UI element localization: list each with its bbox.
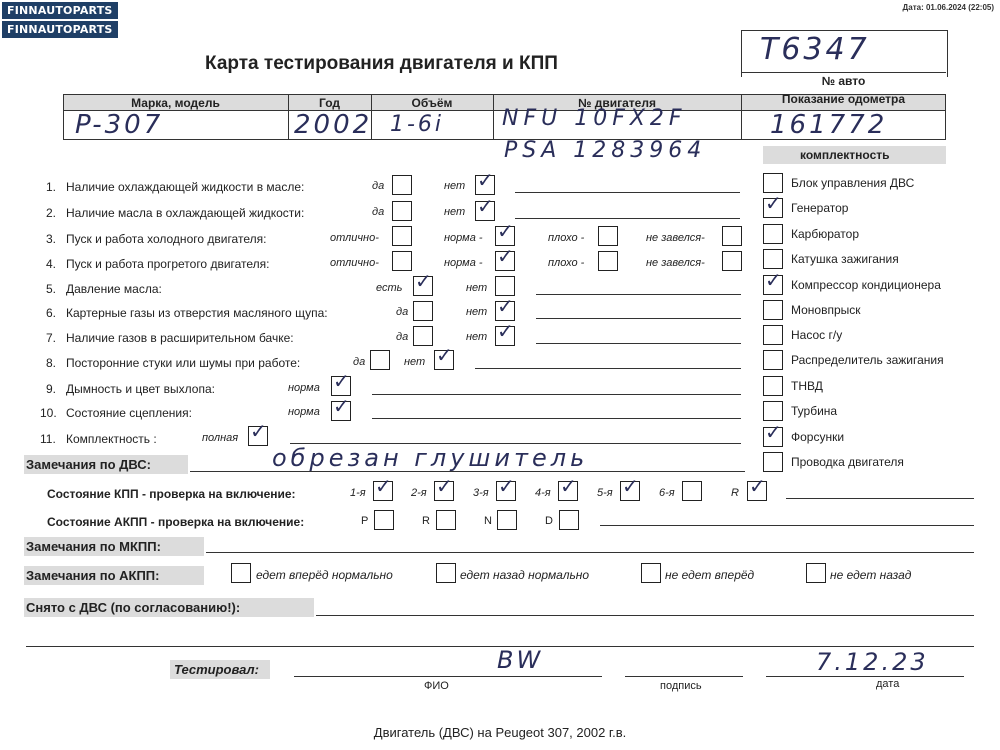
check-mark-icon: ✓ (765, 191, 782, 215)
q8-net-checkbox[interactable] (434, 343, 454, 370)
question-text: Состояние сцепления: (66, 406, 192, 420)
gear-label: 6-я (659, 487, 675, 499)
option-label: плохо - (548, 257, 585, 269)
question-text: Давление масла: (66, 282, 162, 296)
question-text: Наличие газов в расширительном бачке: (66, 331, 294, 345)
removed-label: Снято с ДВС (по согласованию!): (26, 600, 241, 615)
q3-plokho-checkbox[interactable] (598, 226, 618, 246)
kpp-gear-3-checkbox[interactable] (496, 474, 516, 501)
option-label: да (372, 180, 385, 192)
check-mark-icon: ✓ (436, 474, 453, 498)
question-num: 7. (46, 331, 57, 345)
check-mark-icon: ✓ (436, 343, 453, 367)
check-mark-icon: ✓ (477, 194, 494, 218)
remarks-mkpp-label: Замечания по МКПП: (26, 539, 161, 554)
gear-label: N (484, 515, 492, 527)
print-date: Дата: 01.06.2024 (22:05) (902, 3, 994, 12)
option-label: отлично- (330, 257, 379, 269)
completeness-checkbox[interactable] (763, 420, 783, 447)
option-label: нет (466, 331, 488, 343)
akpp-option-label: едет вперёд нормально (256, 568, 393, 582)
completeness-checkbox[interactable] (763, 300, 783, 320)
option-label: да (372, 206, 385, 218)
remarks-akpp-label: Замечания по АКПП: (26, 568, 160, 583)
form-title: Карта тестирования двигателя и КПП (205, 53, 558, 74)
question-num: 3. (46, 232, 57, 246)
kpp-gear-r-checkbox[interactable] (747, 474, 767, 501)
check-mark-icon: ✓ (765, 420, 782, 444)
handwritten-year: 2002 (294, 110, 373, 140)
q4-norma-checkbox[interactable] (495, 244, 515, 271)
completeness-checkbox[interactable] (763, 249, 783, 269)
completeness-checkbox[interactable] (763, 173, 783, 193)
completeness-item-label: Моновпрыск (791, 303, 861, 317)
completeness-checkbox[interactable] (763, 401, 783, 421)
option-label: не завелся- (646, 257, 705, 269)
q7-net-checkbox[interactable] (495, 319, 515, 346)
option-label: есть (376, 282, 403, 294)
watermark-logo: FINNAUTOPARTS (2, 2, 118, 19)
question-text: Комплектность : (66, 432, 157, 446)
handwritten-make-model: P-307 (75, 110, 164, 140)
completeness-item-label: Катушка зажигания (791, 252, 899, 266)
completeness-checkbox[interactable] (763, 325, 783, 345)
question-text: Картерные газы из отверстия масляного щупа: (66, 306, 328, 320)
q4-plokho-checkbox[interactable] (598, 251, 618, 271)
header-volume: Объём (411, 96, 453, 110)
q6-da-checkbox[interactable] (413, 301, 433, 321)
handwritten-engine-no-2: PSA 1283964 (504, 138, 707, 163)
kpp-label: Состояние КПП - проверка на включение: (47, 487, 296, 501)
q5-net-checkbox[interactable] (495, 276, 515, 296)
akpp-gear-n-checkbox[interactable] (497, 510, 517, 530)
header-odometer: Показание одометра (781, 92, 906, 106)
gear-label: R (731, 487, 739, 499)
question-num: 6. (46, 306, 57, 320)
handwritten-volume: 1-6i (390, 112, 445, 137)
kpp-gear-5-checkbox[interactable] (620, 474, 640, 501)
handwritten-remarks-dvs: обрезан глушитель (272, 444, 589, 472)
q3-ne-zavelsya-checkbox[interactable] (722, 226, 742, 246)
q3-otlichno-checkbox[interactable] (392, 226, 412, 246)
completeness-checkbox[interactable] (763, 376, 783, 396)
option-label: норма (288, 406, 320, 418)
q2-da-checkbox[interactable] (392, 201, 412, 221)
completeness-item-label: Компрессор кондиционера (791, 278, 941, 292)
akpp-option-label: едет назад нормально (460, 568, 590, 582)
completeness-item-label: Проводка двигателя (791, 455, 904, 469)
option-label: полная (202, 432, 239, 444)
option-label: плохо - (548, 232, 585, 244)
question-num: 4. (46, 257, 57, 271)
gear-label: 1-я (350, 487, 366, 499)
question-text: Дымность и цвет выхлопа: (66, 382, 215, 396)
option-label: да (396, 306, 409, 318)
completeness-checkbox[interactable] (763, 452, 783, 472)
option-label: норма (288, 382, 320, 394)
image-caption: Двигатель (ДВС) на Peugeot 307, 2002 г.в. (373, 725, 627, 740)
check-mark-icon: ✓ (333, 394, 350, 418)
watermark-logo: FINNAUTOPARTS (2, 21, 118, 38)
akpp-gear-p-checkbox[interactable] (374, 510, 394, 530)
question-num: 11. (40, 432, 56, 446)
handwritten-auto-number: T6347 (760, 32, 870, 67)
check-mark-icon: ✓ (333, 369, 350, 393)
option-label: да (353, 356, 366, 368)
header-year: Год (319, 96, 340, 110)
q4-ne-zavelsya-checkbox[interactable] (722, 251, 742, 271)
kpp-gear-1-checkbox[interactable] (373, 474, 393, 501)
tested-label: Тестировал: (174, 662, 259, 677)
option-label: нет (404, 356, 426, 368)
gear-label: 4-я (535, 487, 551, 499)
gear-label: 3-я (473, 487, 489, 499)
question-text: Наличие масла в охлаждающей жидкости: (66, 206, 305, 220)
completeness-item-label: Карбюратор (791, 227, 860, 241)
check-mark-icon: ✓ (622, 474, 639, 498)
auto-number-label: № авто (821, 74, 866, 88)
akpp-forward-ok-checkbox[interactable] (231, 563, 251, 583)
check-mark-icon: ✓ (497, 219, 514, 243)
question-text: Пуск и работа холодного двигателя: (66, 232, 267, 246)
check-mark-icon: ✓ (415, 269, 432, 293)
check-mark-icon: ✓ (375, 474, 392, 498)
q1-da-checkbox[interactable] (392, 175, 412, 195)
option-label: не завелся- (646, 232, 705, 244)
kpp-gear-2-checkbox[interactable] (434, 474, 454, 501)
akpp-backward-ok-checkbox[interactable] (436, 563, 456, 583)
question-text: Наличие охлаждающей жидкости в масле: (66, 180, 305, 194)
header-make-model: Марка, модель (131, 96, 220, 110)
option-label: норма - (444, 232, 483, 244)
question-num: 10. (40, 406, 57, 420)
question-num: 8. (46, 356, 57, 370)
handwritten-engine-no: NFU 10FX2F (502, 106, 687, 131)
completeness-item-label: Турбина (791, 404, 838, 418)
check-mark-icon: ✓ (498, 474, 515, 498)
gear-label: 5-я (597, 487, 613, 499)
completeness-checkbox[interactable] (763, 350, 783, 370)
q7-da-checkbox[interactable] (413, 326, 433, 346)
fio-label: ФИО (424, 680, 449, 692)
completeness-checkbox[interactable] (763, 268, 783, 295)
check-mark-icon: ✓ (749, 474, 766, 498)
option-label: да (396, 331, 409, 343)
q3-norma-checkbox[interactable] (495, 219, 515, 246)
question-num: 9. (46, 382, 57, 396)
akpp-option-label: не едет назад (830, 568, 912, 582)
option-label: нет (466, 306, 488, 318)
completeness-item-label: Насос г/у (791, 328, 843, 342)
check-mark-icon: ✓ (497, 319, 514, 343)
q2-net-checkbox[interactable] (475, 194, 495, 221)
q4-otlichno-checkbox[interactable] (392, 251, 412, 271)
gear-label: R (422, 515, 430, 527)
akpp-label: Состояние АКПП - проверка на включение: (47, 515, 305, 529)
check-mark-icon: ✓ (250, 419, 267, 443)
header-engine-no: № двигателя (578, 96, 656, 110)
gear-label: P (361, 515, 369, 527)
question-text: Посторонние стуки или шумы при работе: (66, 356, 301, 370)
akpp-no-backward-checkbox[interactable] (806, 563, 826, 583)
completeness-item-label: Распределитель зажигания (791, 353, 944, 367)
q6-net-checkbox[interactable] (495, 294, 515, 321)
q5-est-checkbox[interactable] (413, 269, 433, 296)
q9-norma-checkbox[interactable] (331, 369, 351, 396)
q8-da-checkbox[interactable] (370, 350, 390, 370)
completeness-title: комплектность (800, 148, 890, 162)
option-label: нет (444, 206, 466, 218)
completeness-item-label: Генератор (791, 201, 849, 215)
check-mark-icon: ✓ (497, 294, 514, 318)
handwritten-date: 7.12.23 (816, 648, 929, 676)
akpp-option-label: не едет вперёд (665, 568, 755, 582)
kpp-gear-6-checkbox[interactable] (682, 481, 702, 501)
option-label: отлично- (330, 232, 379, 244)
kpp-gear-4-checkbox[interactable] (558, 474, 578, 501)
question-num: 1. (46, 180, 57, 194)
option-label: норма - (444, 257, 483, 269)
completeness-item-label: Блок управления ДВС (791, 176, 915, 190)
check-mark-icon: ✓ (477, 168, 494, 192)
handwritten-odometer: 161772 (770, 110, 888, 140)
check-mark-icon: ✓ (765, 268, 782, 292)
akpp-gear-d-checkbox[interactable] (559, 510, 579, 530)
akpp-no-forward-checkbox[interactable] (641, 563, 661, 583)
completeness-item-label: ТНВД (791, 379, 823, 393)
signature-label: подпись (660, 680, 702, 692)
check-mark-icon: ✓ (497, 244, 514, 268)
handwritten-signature: BW (497, 646, 544, 674)
q11-polnaya-checkbox[interactable] (248, 419, 268, 446)
completeness-item-label: Форсунки (791, 430, 845, 444)
option-label: нет (444, 180, 466, 192)
remarks-dvs-label: Замечания по ДВС: (26, 457, 151, 472)
question-num: 5. (46, 282, 57, 296)
completeness-checkbox[interactable] (763, 224, 783, 244)
date-label: дата (876, 678, 900, 690)
question-text: Пуск и работа прогретого двигателя: (66, 257, 270, 271)
q10-norma-checkbox[interactable] (331, 394, 351, 421)
completeness-checkbox[interactable] (763, 191, 783, 218)
option-label: нет (466, 282, 488, 294)
gear-label: D (545, 515, 553, 527)
check-mark-icon: ✓ (560, 474, 577, 498)
q1-net-checkbox[interactable] (475, 168, 495, 195)
akpp-gear-r-checkbox[interactable] (436, 510, 456, 530)
question-num: 2. (46, 206, 57, 220)
gear-label: 2-я (411, 487, 427, 499)
